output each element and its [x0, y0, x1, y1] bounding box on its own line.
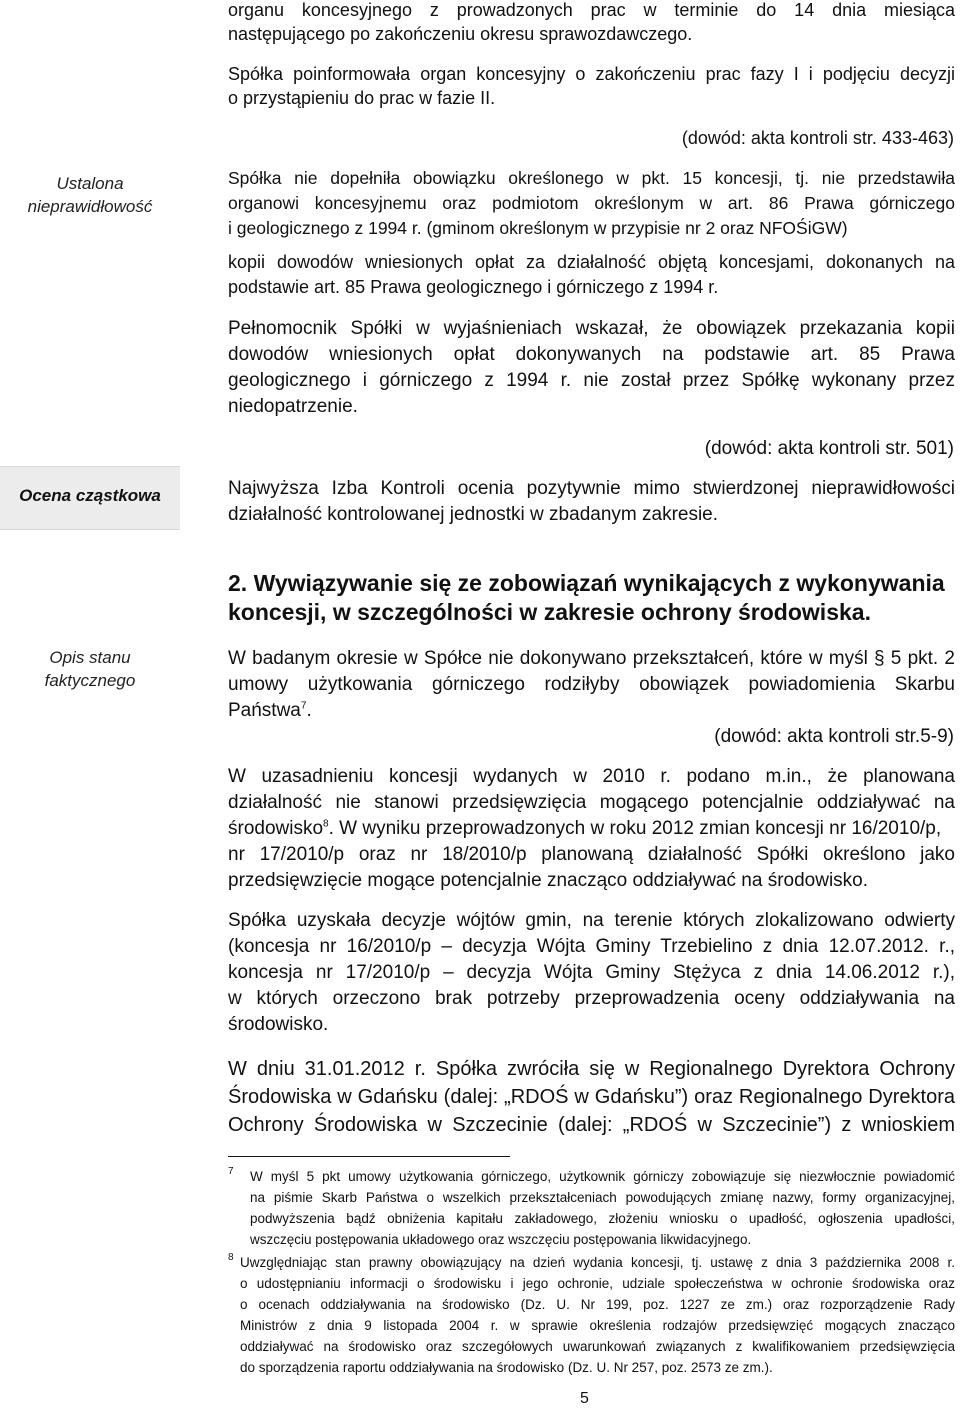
sidebar-label-line: nieprawidłowość — [27, 197, 153, 216]
text-line: organowi koncesyjnemu oraz podmiotom określonym w art. 86 Prawa górniczego — [228, 193, 955, 213]
text-fragment: . — [306, 700, 312, 721]
text-line: organu koncesyjnego z prowadzonych prac w terminie do 14 dnia miesiąca — [228, 0, 955, 20]
footnote-line: o udostępnianiu informacji o środowisku i jego ochronie, udziale społeczeństwa w ochronie środowiska oraz — [240, 1276, 955, 1291]
evidence-reference: (dowód: akta kontroli str. 433-463) — [681, 128, 954, 148]
text-line: podstawie art. 85 Prawa geologicznego i górniczego z 1994 r. — [228, 277, 719, 297]
footnote-line: na piśmie Skarb Państwa o wszelkich przekształceniach powodujących zmianę nazwy, formy organizacyjnej, — [250, 1190, 955, 1205]
footnote-line: wszczęciu postępowania układowego oraz wszczęciu postępowania likwidacyjnego. — [250, 1232, 752, 1247]
footnote-line: Uwzględniając stan prawny obowiązujący na dzień wydania koncesji, tj. ustawę z dnia 3 października 2008 r. — [240, 1255, 955, 1270]
text-line: Najwyższa Izba Kontroli ocenia pozytywnie mimo stwierdzonej nieprawidłowości — [228, 478, 955, 499]
text-line: środowisko. — [228, 1014, 329, 1035]
evidence-reference: (dowód: akta kontroli str. 501) — [704, 438, 954, 459]
footnote-line: do sporządzenia raportu oddziaływania na środowisko (Dz. U. Nr 257, poz. 2573 ze zm.). — [240, 1360, 773, 1375]
text-fragment: . W wyniku przeprowadzonych w roku 2012 zmian koncesji nr 16/2010/p, — [328, 818, 942, 839]
text-line: Pełnomocnik Spółki w wyjaśnieniach wskazał, że obowiązek przekazania kopii — [228, 318, 955, 339]
text-line: przedsięwzięcie mogące potencjalnie znacząco oddziaływać na środowisko. — [228, 870, 869, 891]
text-line: następującego po zakończeniu okresu sprawozdawczego. — [228, 24, 693, 44]
footnote-ref: 7 — [300, 700, 307, 712]
footnote-line: Ministrów z dnia 9 listopada 2004 r. w sprawie określenia rodzajów przedsięwzięć mogących znacząco — [240, 1318, 955, 1333]
text-line: koncesja nr 17/2010/p – decyzja Wójta Gminy Stężyca z dnia 14.06.2012 r.), — [228, 962, 955, 983]
text-line: nr 17/2010/p oraz nr 18/2010/p planowaną działalność Spółki określono jako — [228, 844, 955, 865]
text-line: (koncesja nr 16/2010/p – decyzja Wójta Gminy Trzebielino z dnia 12.07.2012. r., — [228, 936, 955, 957]
evidence-reference: (dowód: akta kontroli str.5-9) — [714, 726, 954, 747]
text-line: dowodów wniesionych opłat dokonywanych na podstawie art. 85 Prawa — [228, 344, 955, 365]
text-line: Spółka uzyskała decyzje wójtów gmin, na terenie których zlokalizowano odwierty — [228, 910, 955, 931]
text-line: niedopatrzenie. — [228, 396, 358, 417]
footnote-line: o ocenach oddziaływania na środowisko (Dz. U. Nr 199, poz. 1227 ze zm.) oraz rozporządzenie Rady — [240, 1297, 955, 1312]
sidebar-label-facts — [0, 646, 180, 692]
page-number: 5 — [580, 1390, 589, 1407]
footnote-line: podwyższenia bądź obniżenia kapitału zakładowego, złożeniu wniosku o upadłość, ogłoszenia upadłości, — [250, 1211, 955, 1226]
text-line: działalność kontrolowanej jednostki w zbadanym zakresie. — [228, 504, 719, 525]
text-line: umowy użytkowania górniczego rodziłyby obowiązek powiadomienia Skarbu — [228, 674, 955, 695]
footnote-ref: 8 — [323, 818, 329, 830]
text-fragment: środowisko — [228, 818, 324, 839]
footnote-number: 8 — [228, 1252, 234, 1263]
text-line: W uzasadnieniu koncesji wydanych w 2010 r. podano m.in., że planowana — [228, 766, 955, 787]
text-line — [228, 700, 312, 722]
text-line: Środowiska w Gdańsku (dalej: „RDOŚ w Gdańsku”) oraz Regionalnego Dyrektora — [228, 1086, 955, 1108]
sidebar-label-irregularity — [0, 172, 180, 218]
text-line: Ochrony Środowiska w Szczecinie (dalej: „RDOŚ w Szczecinie”) z wnioskiem — [228, 1114, 955, 1136]
footnote-line: oddziaływać na środowisko oraz szczegółowych uwarunkowań związanych z kwalifikowaniem przedsięwzięcia — [240, 1339, 955, 1354]
text-line: W dniu 31.01.2012 r. Spółka zwróciła się w Regionalnego Dyrektora Ochrony — [228, 1058, 955, 1080]
text-line: Spółka poinformowała organ koncesyjny o zakończeniu prac fazy I i podjęciu decyzji — [228, 64, 955, 84]
text-line: działalność nie stanowi przedsięwzięcia mogącego potencjalnie oddziaływać na — [228, 792, 955, 813]
text-line: w których orzeczono brak potrzeby przeprowadzenia oceny oddziaływania na — [228, 988, 955, 1009]
text-line: kopii dowodów wniesionych opłat za działalność objętą koncesjami, dokonanych na — [228, 252, 955, 272]
sidebar-label-line: Opis stanu — [49, 648, 131, 667]
section-heading: koncesji, w szczególności w zakresie ochrony środowiska. — [228, 599, 871, 625]
footnote-line: W myśl 5 pkt umowy użytkowania górniczego, użytkownik górniczy zobowiązuje się niezwłocznie powiadomić — [250, 1169, 955, 1184]
text-line: i geologicznego z 1994 r. (gminom określonym w przypisie nr 2 oraz NFOŚiGW) — [228, 218, 848, 238]
text-line: Spółka nie dopełniła obowiązku określonego w pkt. 15 koncesji, tj. nie przedstawiła — [228, 168, 955, 188]
section-heading: 2. Wywiązywanie się ze zobowiązań wynikających z wykonywania — [228, 570, 945, 596]
text-line: geologicznego i górniczego z 1994 r. nie został przez Spółkę wykonany przez — [228, 370, 955, 391]
text-line: o przystąpieniu do prac w fazie II. — [228, 88, 496, 108]
sidebar-label-line: faktycznego — [44, 671, 136, 690]
sidebar-label-line: Ustalona — [56, 174, 124, 193]
text-line: W badanym okresie w Spółce nie dokonywano przekształceń, które w myśl § 5 pkt. 2 — [228, 648, 955, 669]
footnote-separator — [228, 1156, 510, 1157]
footnote-number: 7 — [228, 1166, 234, 1177]
text-line — [228, 818, 955, 840]
sidebar-label-assessment: Ocena cząstkowa — [19, 486, 161, 505]
text-fragment: Państwa — [228, 700, 301, 721]
